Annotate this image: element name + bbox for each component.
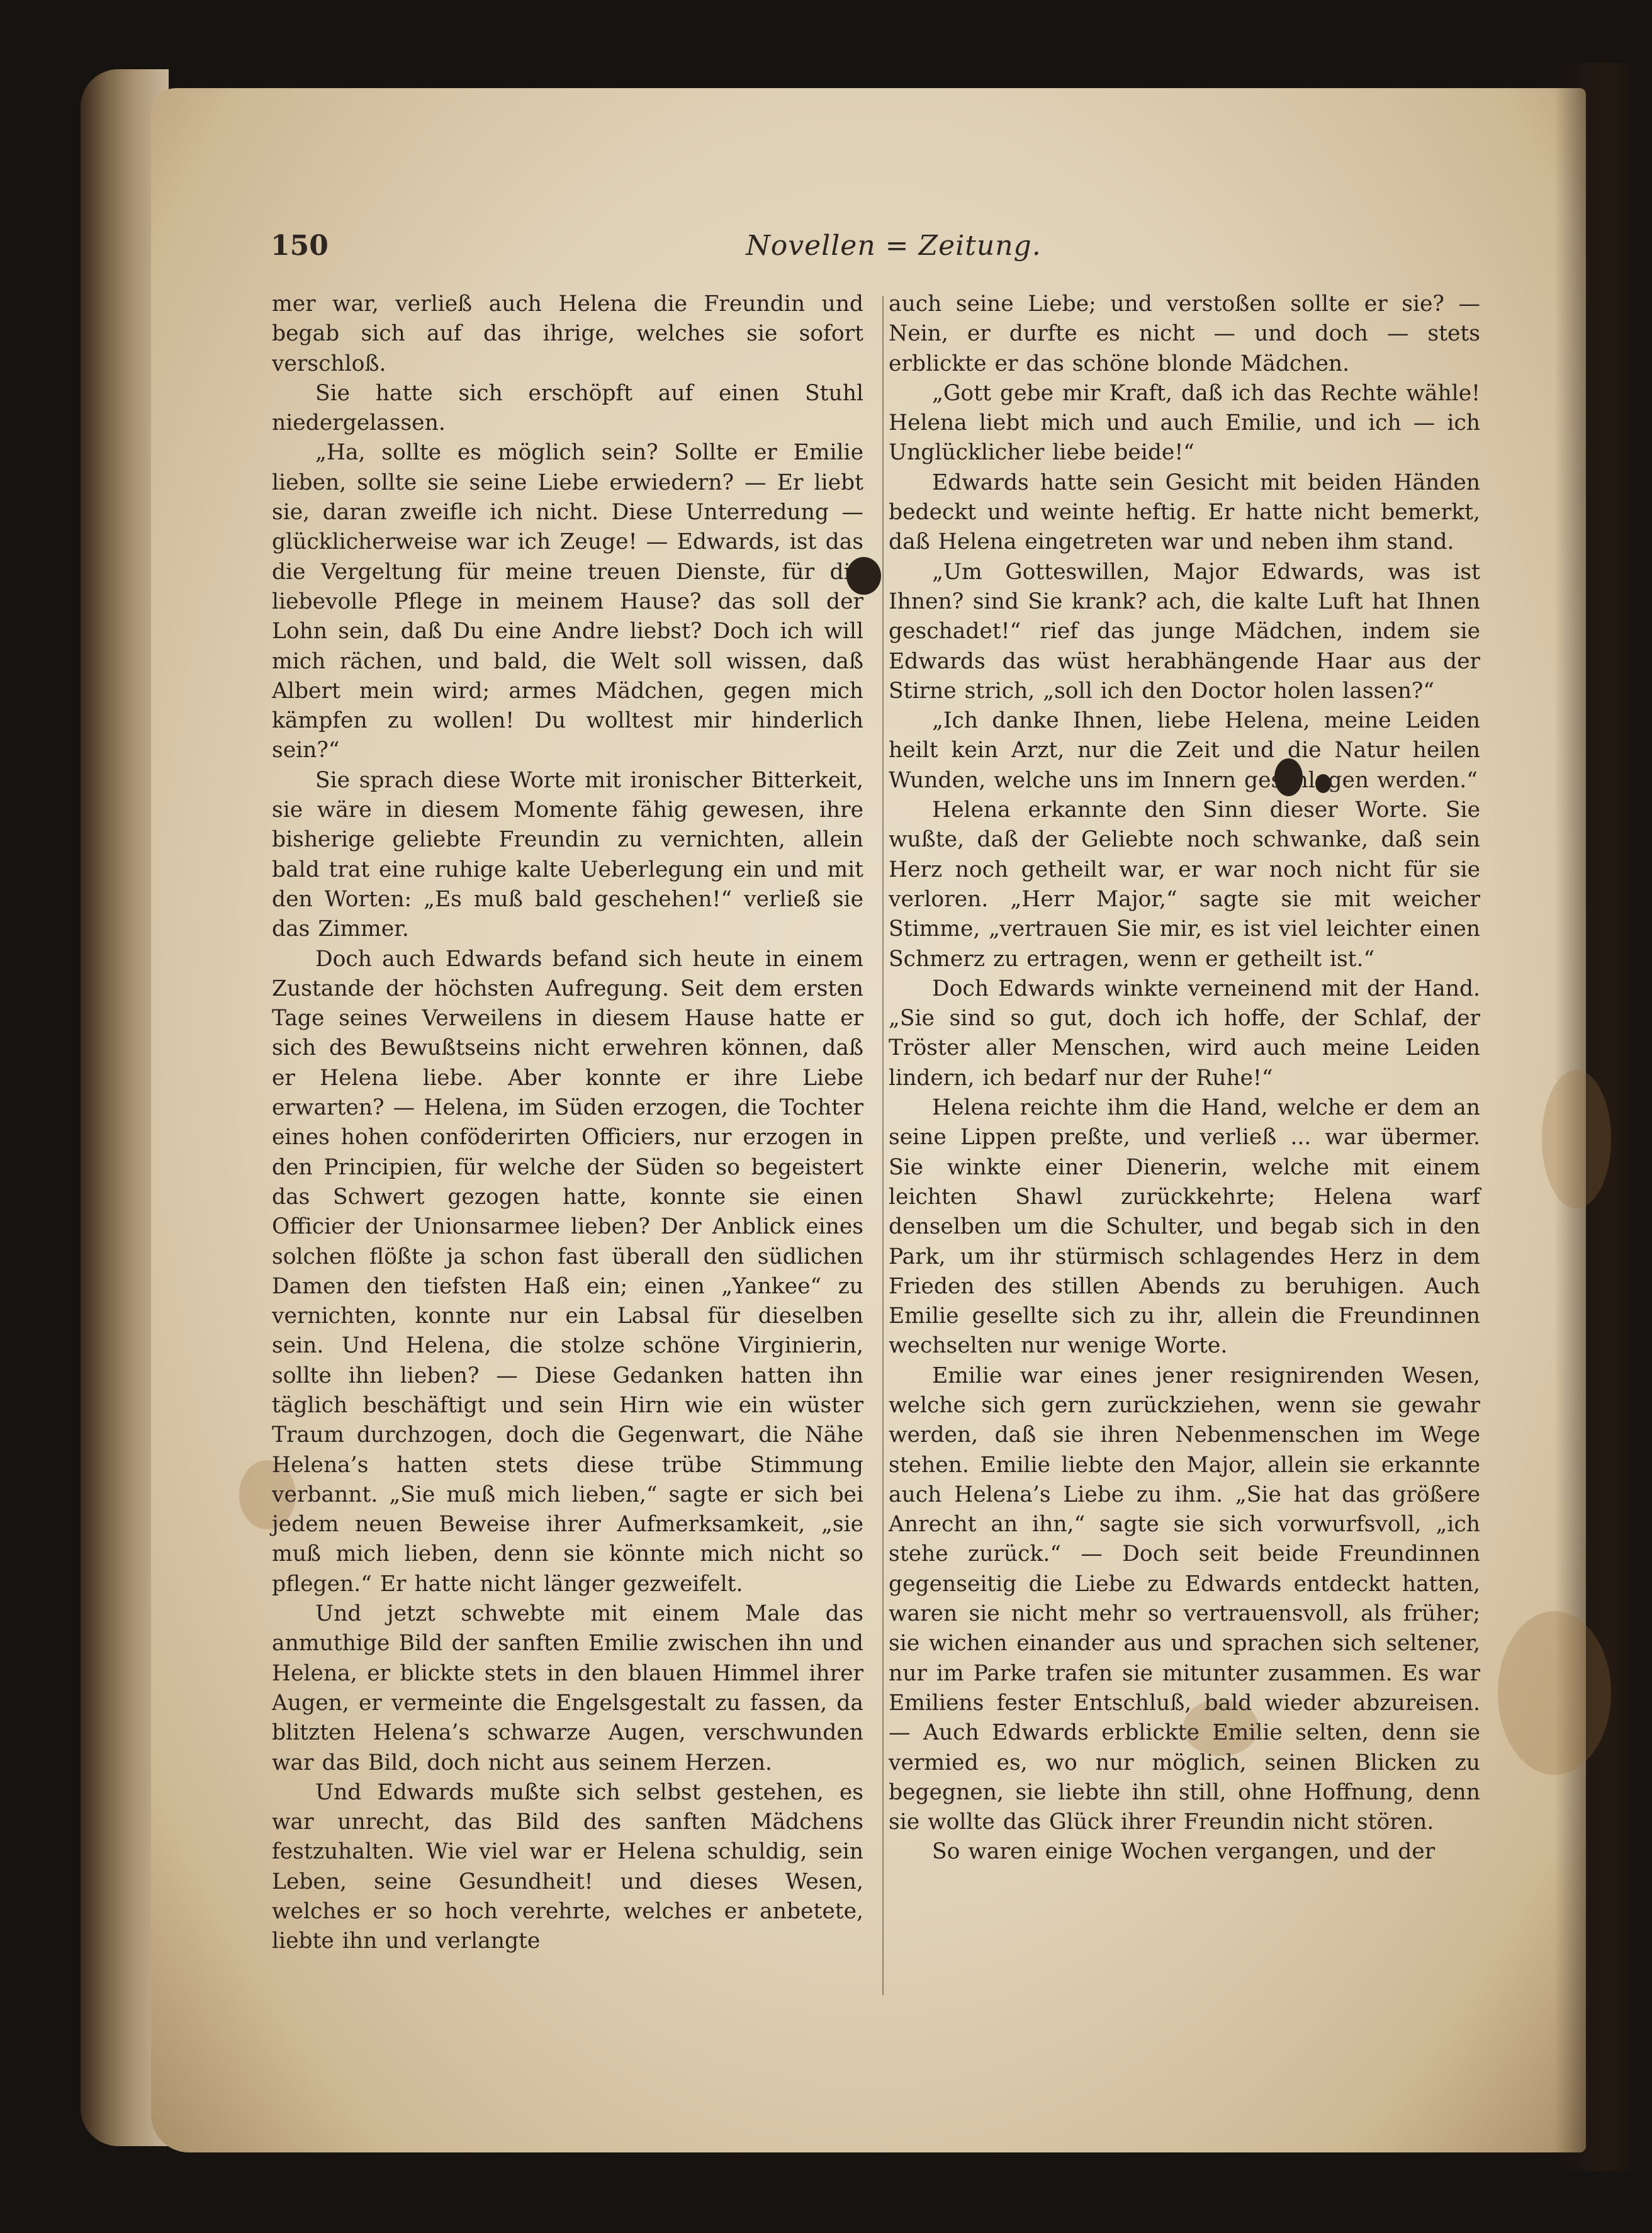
paragraph: „Gott gebe mir Kraft, daß ich das Rechte wähle! Helena liebt mich und auch Emilie, und ich — ich Unglücklicher liebe beide!“ [889, 380, 1480, 466]
paragraph: Helena erkannte den Sinn dieser Worte. Sie wußte, daß der Geliebte noch schwanke, daß sein Herz noch getheilt war, er war noch nicht für sie verloren. „Herr Major,“ sagte sie mit weicher Stimme, „vertrauen Sie mir, es ist viel leichter einen Schmerz zu ertragen, wenn er getheilt ist.“ [889, 797, 1480, 972]
right-column [889, 290, 1480, 1867]
paragraph: auch seine Liebe; und verstoßen sollte er sie? — Nein, er durfte es nicht — und doch — stets erblickte er das schöne blonde Mädchen. [889, 291, 1480, 376]
paragraph: Emilie war eines jener resignirenden Wesen, welche sich gern zurückziehen, wenn sie gewahr werden, daß sie ihren Nebenmenschen im Wege stehen. Emilie liebte den Major, allein sie erkannte auch Helena’s Liebe zu ihm. „Sie hat das größere Anrecht an ihn,“ sagte sie sich vorwurfsvoll, „ich stehe zurück.“ — Doch seit beide Freundinnen gegenseitig die Liebe zu Edwards entdeckt hatten, waren sie nicht mehr so vertrauensvoll, als früher; sie wichen einander aus und sprachen sich seltener, nur im Parke trafen sie mitunter zusammen. Es war Emiliens fester Entschluß, bald wieder abzureisen. — Auch Edwards erblickte Emilie selten, denn sie vermied es, wo nur möglich, seinen Blicken zu begegnen, sie liebte ihn still, ohne Hoffnung, denn sie wollte das Glück ihrer Freundin nicht stören. [889, 1363, 1480, 1835]
left-column [272, 290, 863, 1957]
paragraph: Helena reichte ihm die Hand, welche er dem an seine Lippen preßte, und verließ ... war übermer. Sie winkte einer Dienerin, welche mit einem leichten Shawl zurückkehrte; Helena warf denselben um die Schulter, und begab sich in den Park, um ihr stürmisch schlagendes Herz in dem Frieden des stillen Abends zu beruhigen. Auch Emilie gesellte sich zu ihr, allein die Freundinnen wechselten nur wenige Worte. [889, 1095, 1480, 1359]
paragraph: mer war, verließ auch Helena die Freundin und begab sich auf das ihrige, welches sie sofort verschloß. [272, 291, 863, 376]
paragraph: „Um Gotteswillen, Major Edwards, was ist Ihnen? sind Sie krank? ach, die kalte Luft hat Ihnen geschadet!“ rief das junge Mädchen, indem sie Edwards das wüst herabhängende Haar aus der Stirne strich, „soll ich den Doctor holen lassen?“ [889, 559, 1480, 704]
water-stain [1498, 1611, 1611, 1775]
paragraph: So waren einige Wochen vergangen, und der [932, 1839, 1436, 1865]
paragraph: Edwards hatte sein Gesicht mit beiden Händen bedeckt und weinte heftig. Er hatte nicht bemerkt, daß Helena eingetreten war und neben ihm stand. [889, 470, 1480, 555]
paragraph: Sie hatte sich erschöpft auf einen Stuhl niedergelassen. [272, 380, 863, 436]
page-number: 150 [271, 230, 329, 262]
paragraph: Doch auch Edwards befand sich heute in einem Zustande der höchsten Aufregung. Seit dem ersten Tage seines Verweilens in diesem Hause hatte er sich des Bewußtseins nicht erwehren können, daß er Helena liebe. Aber konnte er ihre Liebe erwarten? — Helena, im Süden erzogen, die Tochter eines hohen conföderirten Officiers, nur erzogen in den Principien, für welche der Süden so begeistert das Schwert gezogen hatte, konnte sie einen Officier der Unionsarmee lieben? Der Anblick eines solchen flößte ja schon fast überall den südlichen Damen den tiefsten Haß ein; einen „Yankee“ zu vernichten, konnte nur ein Labsal für dieselben sein. Und Helena, die stolze schöne Virginierin, sollte ihn lieben? — Diese Gedanken hatten ihn täglich beschäftigt und sein Hirn wie ein wüster Traum durchzogen, doch die Gegenwart, die Nähe Helena’s hatten stets diese trübe Stimmung verbannt. „Sie muß mich lieben,“ sagte er sich bei jedem neuen Beweise ihrer Aufmerksamkeit, „sie muß mich lieben, denn sie könnte mich nicht so pflegen.“ Er hatte nicht länger gezweifelt. [272, 946, 863, 1597]
paragraph: Und jetzt schwebte mit einem Male das anmuthige Bild der sanften Emilie zwischen ihn und Helena, er blickte stets in den blauen Himmel ihrer Augen, er vermeinte die Engelsgestalt zu fassen, da blitzten Helena’s schwarze Augen, verschwunden war das Bild, doch nicht aus seinem Herzen. [272, 1601, 863, 1775]
page-header [271, 230, 1517, 274]
paragraph: „Ich danke Ihnen, liebe Helena, meine Leiden heilt kein Arzt, nur die Zeit und die Natur heilen Wunden, welche uns im Innern geschlagen werden.“ [889, 708, 1480, 793]
paragraph: Und Edwards mußte sich selbst gestehen, es war unrecht, das Bild des sanften Mädchens festzuhalten. Wie viel war er Helena schuldig, sein Leben, seine Gesundheit! und dieses Wesen, welches er so hoch verehrte, welches er anbetete, liebte ihn und verlangte [272, 1779, 863, 1954]
paragraph: Sie sprach diese Worte mit ironischer Bitterkeit, sie wäre in diesem Momente fähig gewesen, ihre bisherige geliebte Freundin zu vernichten, allein bald trat eine ruhige kalte Ueberlegung ein und mit den Worten: „Es muß bald geschehen!“ verließ sie das Zimmer. [272, 767, 863, 942]
water-stain [1542, 1070, 1611, 1208]
paragraph: Doch Edwards winkte verneinend mit der Hand. „Sie sind so gut, doch ich hoffe, der Schlaf, der Tröster aller Menschen, wird auch meine Leiden lindern, ich bedarf nur der Ruhe!“ [889, 976, 1480, 1091]
paragraph: „Ha, sollte es möglich sein? Sollte er Emilie lieben, sollte sie seine Liebe erwiedern? — Er liebt sie, daran zweifle ich nicht. Diese Unterredung — glücklicherweise war ich Zeuge! — Edwards, ist das die Vergeltung für meine treuen Dienste, für die liebevolle Pflege in meinem Hause? das soll der Lohn sein, daß Du eine Andre liebst? Doch ich will mich rächen, und bald, die Welt soll wissen, daß Albert mein wird; armes Mädchen, gegen mich kämpfen zu wollen! Du wolltest mir hinderlich sein?“ [272, 440, 863, 763]
running-title: Novellen = Zeitung. [746, 230, 1042, 262]
column-divider [882, 296, 884, 1995]
